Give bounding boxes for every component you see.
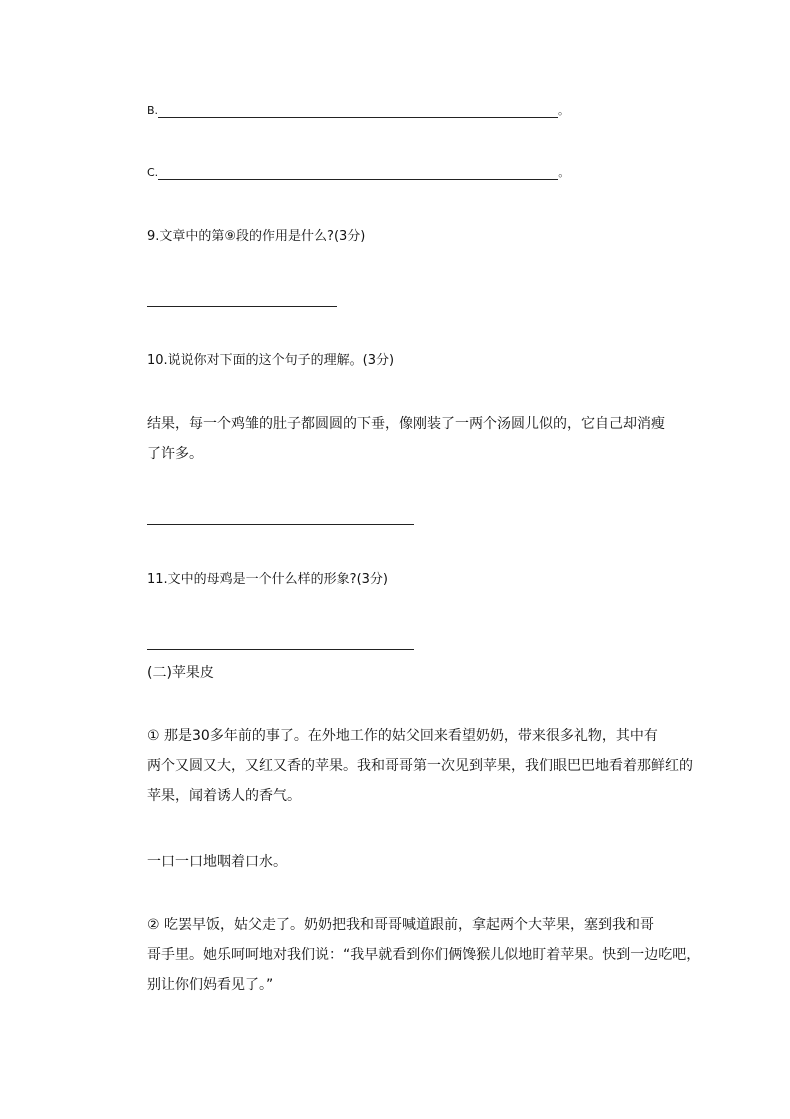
option-b-label: B. — [147, 104, 159, 117]
section-2-paragraph-1 — [147, 721, 693, 811]
question-10: 10.说说你对下面的这个句子的理解。(3分) — [147, 353, 395, 368]
option-b-row — [147, 104, 569, 118]
option-c-label: C. — [147, 166, 159, 179]
question-9-answer-line[interactable] — [147, 306, 337, 307]
section-2-paragraph-2 — [147, 910, 701, 1000]
option-c-end-mark: 。 — [558, 166, 570, 179]
continuation-line-1: 一口一口地咽着口水。 — [147, 854, 287, 870]
option-b-answer-blank[interactable] — [158, 105, 558, 118]
section-2-title: (二)苹果皮 — [147, 665, 214, 681]
option-c-row — [147, 166, 569, 180]
question-9: 9.文章中的第⑨段的作用是什么?(3分) — [147, 229, 366, 244]
question-10-quote-line-1: 结果，每一个鸡雏的肚子都圆圆的下垂，像刚装了一两个汤圆儿似的，它自己却消瘦 — [147, 416, 665, 432]
option-b-end-mark: 。 — [558, 104, 570, 117]
question-11: 11.文中的母鸡是一个什么样的形象?(3分) — [147, 572, 388, 587]
section-2-paragraph-continuation — [147, 847, 667, 877]
paragraph-2-line-3: 别让你们妈看见了。” — [147, 977, 274, 993]
option-c-answer-blank[interactable] — [158, 167, 558, 180]
question-11-answer-line[interactable] — [147, 649, 414, 650]
question-10-quote-line-2: 了许多。 — [147, 446, 203, 462]
question-10-quote — [147, 409, 667, 469]
paragraph-1-line-3: 苹果，闻着诱人的香气。 — [147, 788, 301, 804]
paragraph-1-line-2: 两个又圆又大，又红又香的苹果。我和哥哥第一次见到苹果，我们眼巴巴地看着那鲜红的 — [147, 758, 693, 774]
paragraph-2-line-2: 哥手里。她乐呵呵地对我们说：“我早就看到你们俩馋猴儿似地盯着苹果。快到一边吃吧， — [147, 947, 701, 963]
paragraph-2-line-1: ② 吃罢早饭，姑父走了。奶奶把我和哥哥喊道跟前，拿起两个大苹果，塞到我和哥 — [147, 917, 654, 933]
paragraph-1-line-1: ① 那是30多年前的事了。在外地工作的姑父回来看望奶奶，带来很多礼物，其中有 — [147, 728, 658, 744]
question-10-answer-line[interactable] — [147, 524, 414, 525]
